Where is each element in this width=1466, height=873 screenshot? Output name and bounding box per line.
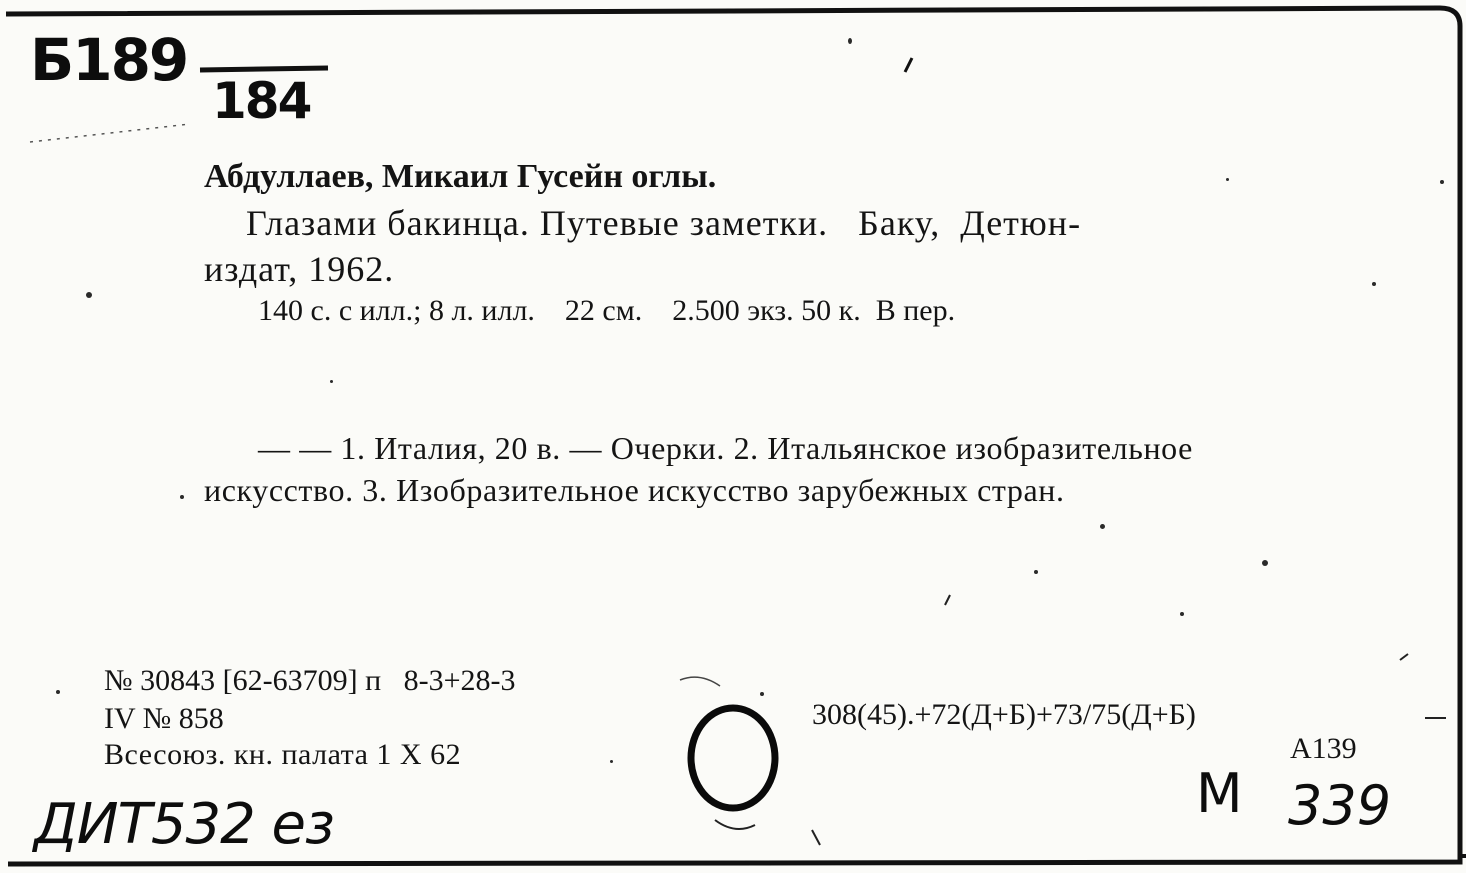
- scratch-mark: [1400, 654, 1408, 660]
- speck: [330, 380, 333, 383]
- call-number-fraction-line: [200, 68, 328, 70]
- speck: [1180, 612, 1184, 616]
- scratch-mark: [680, 677, 720, 686]
- scratch-mark: [905, 58, 912, 72]
- scratch-mark: [715, 820, 755, 829]
- speck: [1262, 560, 1268, 566]
- punch-hole: [691, 708, 775, 808]
- speck: [848, 38, 852, 44]
- subjects-line-2: искусство. 3. Изобразительное искусство зарубежных стран.: [204, 472, 1065, 508]
- heading-author: Абдуллаев, Микаил Гусейн оглы.: [204, 158, 717, 195]
- speck: [1372, 282, 1376, 286]
- speck: [1034, 570, 1038, 574]
- speck: [1226, 178, 1229, 181]
- call-number-top: Б189: [30, 26, 188, 94]
- record-number: № 30843 [62-63709] п 8-3+28-3: [104, 664, 516, 697]
- book-chamber: Всесоюз. кн. палата 1 X 62: [104, 738, 462, 771]
- speck: [180, 495, 184, 499]
- title-line-1: Глазами бакинца. Путевые заметки. Баку, Детюн-: [246, 203, 1082, 243]
- speck: [56, 690, 60, 694]
- dotted-rule: [30, 124, 190, 142]
- author-sign: А139: [1290, 732, 1357, 765]
- speck: [610, 760, 613, 763]
- speck: [86, 292, 92, 298]
- title-line-2: издат, 1962.: [204, 249, 395, 289]
- speck: [1100, 524, 1105, 529]
- handwritten-shelf-number: 339: [1288, 774, 1392, 837]
- classification-index: 308(45).+72(Д+Б)+73/75(Д+Б): [812, 698, 1196, 731]
- handwritten-shelf-letter: М: [1196, 762, 1243, 825]
- physical-description: 140 с. с илл.; 8 л. илл. 22 см. 2.500 экз. 50 к. В пер.: [258, 294, 956, 327]
- scratch-mark: [945, 595, 950, 605]
- speck: [1440, 180, 1444, 184]
- subjects-line-1: — — 1. Италия, 20 в. — Очерки. 2. Итальянское изобразительное: [258, 430, 1193, 466]
- scratch-mark: [812, 830, 820, 845]
- issue-number: IV № 858: [104, 702, 224, 735]
- call-number-bottom: 184: [212, 72, 311, 130]
- speck: [760, 692, 764, 696]
- handwritten-inventory-note: ДИТ532 ез: [34, 792, 334, 857]
